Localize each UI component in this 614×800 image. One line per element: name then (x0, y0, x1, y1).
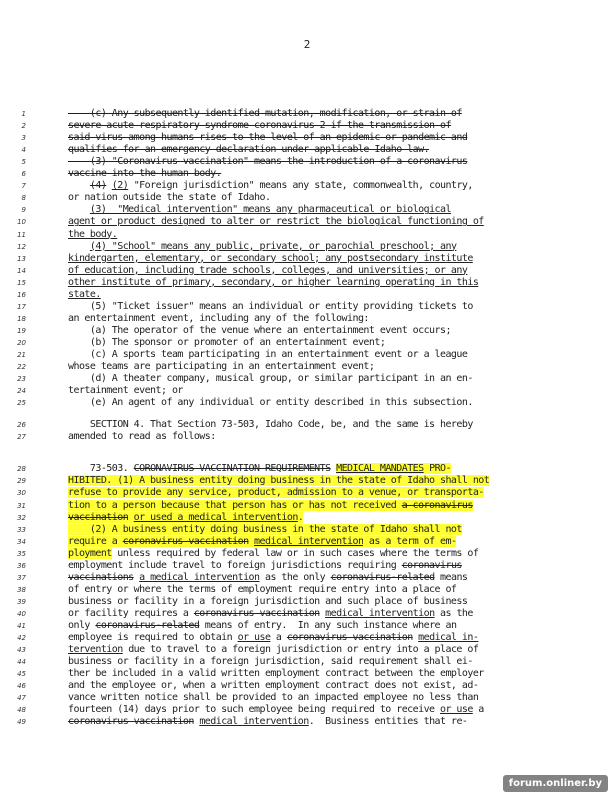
text-line (0, 431, 614, 443)
text-line (0, 301, 614, 313)
line-number: 30 (17, 489, 26, 498)
inserted-text: (4) "School" means any public, private, or parochial preschool; any (89, 240, 457, 252)
line-number: 32 (17, 513, 26, 522)
line-number: 13 (17, 254, 26, 263)
deleted-text: (c) Any subsequently identified mutation, modification, or strain of (68, 108, 462, 119)
text-segment: business or facility in a foreign jurisdiction, said requirement shall ei- (68, 656, 473, 668)
text-segment: . Business entities that re- (308, 716, 468, 728)
text-segment: SECTION 4. That Section 73-503, Idaho Code, be, and the same is hereby (68, 419, 473, 431)
line-text (68, 487, 548, 499)
line-number: 48 (17, 706, 26, 715)
line-text (68, 108, 548, 120)
line-text (68, 608, 548, 620)
line-number: 9 (21, 206, 26, 215)
text-line (0, 289, 614, 301)
line-text (68, 289, 548, 301)
inserted-text: or used a medical intervention (133, 511, 298, 523)
text-segment: employment include travel to foreign jurisdictions requiring (68, 559, 402, 571)
deleted-text: (3) "Coronavirus vaccination" means the introduction of a coronavirus (68, 156, 468, 168)
inserted-text: state. (68, 288, 101, 300)
line-number: 16 (17, 290, 26, 299)
line-number: 7 (21, 182, 26, 191)
deleted-text: CORONAVIRUS VACCINATION REQUIREMENTS (133, 463, 331, 475)
highlighted-text: tion to a person because that person has or has not received (68, 499, 402, 511)
line-text (68, 680, 548, 692)
line-text (68, 620, 548, 632)
text-segment: due to travel to a foreign jurisdiction or entry into a place of (122, 644, 479, 656)
text-line (0, 229, 614, 241)
inserted-text: kindergarten, elementary, or secondary school; any postsecondary institute (68, 252, 473, 264)
text-line (0, 596, 614, 608)
text-line (0, 668, 614, 680)
highlighted-text: refuse to provide any service, product, admission to a venue, or transporta- (68, 487, 484, 499)
text-line (0, 156, 614, 168)
deleted-text: vaccine into the human body. (68, 168, 222, 180)
text-line (0, 475, 614, 487)
text-segment: business or facility in a foreign jurisdiction and such place of business (68, 595, 468, 607)
text-segment (68, 180, 90, 191)
highlighted-text: ployment (68, 547, 112, 559)
inserted-text: other institute of primary, secondary, or higher learning operating in this (68, 276, 479, 288)
text-segment: a (472, 704, 484, 716)
text-line (0, 524, 614, 536)
line-text (68, 512, 548, 524)
line-number: 42 (17, 634, 26, 643)
line-number: 46 (17, 682, 26, 691)
text-segment: or nation outside the state of Idaho. (68, 192, 271, 204)
text-segment: and the employee or, when a written employment contract does not exist, ad- (68, 680, 479, 692)
line-number: 41 (17, 622, 26, 630)
line-number: 34 (17, 537, 26, 546)
line-number: 1 (21, 110, 26, 118)
text-line (0, 512, 614, 524)
line-text (68, 216, 548, 228)
inserted-text: the body. (68, 228, 118, 240)
text-line (0, 463, 614, 475)
watermark: forum.onliner.by (503, 775, 608, 792)
text-line (0, 548, 614, 560)
text-line (0, 253, 614, 265)
deleted-text: coronavirus (401, 559, 462, 571)
line-number: 38 (17, 585, 26, 594)
line-text (68, 180, 548, 192)
line-text (68, 253, 548, 265)
line-text (68, 524, 548, 536)
deleted-text: coronavirus vaccination (286, 632, 413, 644)
highlighted-text: HIBITED. (1) A business entity doing business in the state of Idaho shall not (68, 475, 490, 487)
line-text (68, 120, 548, 132)
text-line (0, 168, 614, 180)
text-line (0, 241, 614, 253)
text-segment: whose teams are participating in an entertainment event; (68, 361, 375, 373)
line-number: 17 (17, 302, 26, 311)
deleted-text: coronavirus vaccination (193, 607, 320, 619)
line-number: 14 (17, 266, 26, 275)
text-line (0, 608, 614, 620)
line-number: 10 (17, 218, 26, 227)
line-text (68, 325, 548, 337)
line-text (68, 668, 548, 680)
text-line (0, 277, 614, 289)
line-text (68, 277, 548, 289)
line-text (68, 596, 548, 608)
line-text (68, 431, 548, 443)
line-number: 44 (17, 658, 26, 667)
line-text (68, 144, 548, 156)
line-number: 6 (21, 170, 26, 179)
text-segment: "Foreign jurisdiction" means any state, commonwealth, country, (128, 180, 473, 192)
line-number: 45 (17, 670, 26, 679)
line-number: 37 (17, 573, 26, 582)
text-line (0, 180, 614, 192)
line-number: 21 (17, 351, 26, 359)
line-text (68, 168, 548, 180)
text-line (0, 361, 614, 373)
text-segment: a (270, 632, 287, 644)
line-text (68, 475, 548, 487)
text-line (0, 325, 614, 337)
text-segment: vance written notice shall be provided to an impacted employee no less than (68, 692, 479, 704)
line-number: 20 (17, 338, 26, 347)
line-number: 8 (21, 194, 26, 203)
inserted-text: a medical intervention (139, 571, 260, 583)
line-text (68, 385, 548, 397)
deleted-text: a coronavirus (401, 499, 473, 511)
text-line (0, 680, 614, 692)
line-text (68, 132, 548, 144)
line-number: 29 (17, 477, 26, 486)
deleted-text: said virus among humans rises to the level of an epidemic or pandemic and (68, 132, 468, 144)
line-text (68, 560, 548, 572)
line-number: 24 (17, 387, 26, 396)
text-segment: as the only (259, 571, 331, 583)
text-segment: (d) A theater company, musical group, or similar participant in an en- (68, 373, 473, 385)
text-line (0, 120, 614, 132)
line-text (68, 463, 548, 475)
text-line (0, 313, 614, 325)
line-text (68, 644, 548, 656)
text-segment (68, 241, 90, 252)
line-text (68, 241, 548, 253)
inserted-text: medical in- (418, 632, 479, 644)
inserted-text: medical intervention (325, 607, 435, 619)
line-text (68, 301, 548, 313)
deleted-text: qualifies for an emergency declaration under applicable Idaho law. (68, 144, 430, 156)
line-number: 33 (17, 525, 26, 534)
line-text (68, 204, 548, 216)
text-segment (68, 204, 90, 215)
line-number: 28 (17, 465, 26, 474)
text-line (0, 108, 614, 120)
line-text (68, 419, 548, 431)
text-segment: (a) The operator of the venue where an entertainment event occurs; (68, 324, 451, 336)
text-line (0, 265, 614, 277)
line-text (68, 313, 548, 325)
line-text (68, 373, 548, 385)
deleted-text: coronavirus vaccination (122, 535, 249, 547)
line-number: 15 (17, 278, 26, 287)
text-line (0, 644, 614, 656)
text-line (0, 632, 614, 644)
text-line (0, 656, 614, 668)
deleted-text: coronavirus-related (95, 620, 200, 631)
text-segment: means (434, 571, 468, 583)
deleted-text: vaccination (68, 511, 129, 523)
text-line (0, 132, 614, 144)
line-text (68, 632, 548, 644)
line-text (68, 349, 548, 361)
line-text (68, 536, 548, 548)
line-text (68, 584, 548, 596)
line-number: 4 (21, 146, 26, 155)
inserted-text: agent or product designed to alter or restrict the biological functioning of (68, 216, 484, 228)
deleted-text: severe acute respiratory syndrome coronavirus 2 if the transmission of (68, 120, 451, 132)
inserted-text: tervention (68, 644, 123, 656)
line-text (68, 572, 548, 584)
text-line (0, 716, 614, 728)
highlighted-text (128, 512, 133, 523)
text-line (0, 397, 614, 409)
line-text (68, 265, 548, 277)
text-segment: (5) "Ticket issuer" means an individual or entity providing tickets to (68, 300, 473, 312)
page-number: 2 (303, 38, 311, 51)
line-text (68, 361, 548, 373)
line-number: 5 (21, 158, 26, 167)
text-segment: (c) A sports team participating in an entertainment event or a league (68, 349, 468, 360)
text-line (0, 385, 614, 397)
line-number: 40 (17, 609, 26, 618)
line-text (68, 192, 548, 204)
highlighted-text: . (297, 511, 304, 523)
line-number: 27 (17, 433, 26, 442)
line-number: 11 (17, 230, 26, 239)
text-line (0, 204, 614, 216)
line-number: 39 (17, 597, 26, 606)
text-line (0, 692, 614, 704)
inserted-text: of education, including trade schools, colleges, and universities; or any (68, 264, 468, 276)
line-text (68, 656, 548, 668)
text-line (0, 373, 614, 385)
line-number: 19 (17, 326, 26, 335)
line-text (68, 704, 548, 716)
deleted-text: coronavirus vaccination (68, 716, 194, 728)
text-line (0, 144, 614, 156)
line-number: 3 (21, 134, 26, 143)
text-segment: unless required by federal law or in such cases where the terms of (111, 547, 479, 559)
line-text (68, 397, 548, 409)
line-text (68, 337, 548, 349)
line-text (68, 692, 548, 704)
text-segment: or facility requires a (68, 607, 194, 619)
text-segment: 73-503. (68, 463, 134, 475)
inserted-text: MEDICAL MANDATES (336, 463, 424, 475)
text-segment: tertainment event; or (68, 385, 183, 397)
inserted-text: (3) "Medical intervention" means any pharmaceutical or biological (89, 204, 451, 216)
text-line (0, 192, 614, 204)
line-number: 36 (17, 561, 26, 570)
line-number: 25 (17, 399, 26, 408)
text-segment: an entertainment event, including any of the following: (68, 312, 369, 324)
line-number: 12 (17, 242, 26, 251)
highlighted-text: require a (68, 535, 123, 547)
text-segment: means of entry. In any such instance where an (199, 620, 457, 631)
text-line (0, 584, 614, 596)
inserted-text: or use (237, 632, 271, 644)
text-line (0, 216, 614, 228)
line-number: 2 (21, 122, 26, 131)
deleted-text: coronavirus-related (330, 571, 435, 583)
text-line (0, 704, 614, 716)
text-segment: ther be included in a valid written employment contract between the employer (68, 668, 484, 680)
text-line (0, 500, 614, 512)
line-text (68, 716, 548, 728)
line-text (68, 229, 548, 241)
line-number: 49 (17, 718, 26, 727)
line-number: 47 (17, 694, 26, 703)
text-segment: only (68, 620, 96, 631)
text-segment: fourteen (14) days prior to such employee being required to receive (68, 704, 440, 716)
line-number: 31 (17, 501, 26, 510)
line-text (68, 500, 548, 512)
text-line (0, 349, 614, 361)
text-segment: of entry or where the terms of employment require entry into a place of (68, 583, 457, 595)
line-number: 18 (17, 314, 26, 323)
line-text (68, 156, 548, 168)
line-number: 43 (17, 646, 26, 655)
inserted-text: medical intervention (254, 535, 364, 547)
text-segment: employee is required to obtain (68, 632, 238, 644)
line-number: 22 (17, 363, 26, 372)
text-segment: as the (434, 607, 473, 619)
text-segment: amended to read as follows: (68, 431, 216, 443)
inserted-text: or use (440, 704, 473, 716)
text-line (0, 572, 614, 584)
line-number: 35 (17, 549, 26, 558)
highlighted-text: as a term of em- (363, 535, 457, 547)
inserted-text: (2) (111, 180, 129, 192)
line-number: 23 (17, 375, 26, 384)
text-segment: (b) The sponsor or promoter of an entertainment event; (68, 336, 386, 348)
text-line (0, 560, 614, 572)
highlighted-text: (2) A business entity doing business in the state of Idaho shall not (68, 523, 462, 535)
text-line (0, 419, 614, 431)
inserted-text: medical intervention (199, 716, 309, 728)
line-number: 26 (17, 421, 26, 430)
line-text (68, 548, 548, 560)
deleted-text: vaccinations (68, 571, 134, 583)
text-line (0, 337, 614, 349)
text-line (0, 620, 614, 632)
text-line (0, 487, 614, 499)
highlighted-text: PRO- (423, 463, 451, 475)
deleted-text: (4) (89, 180, 107, 192)
text-segment: (e) An agent of any individual or entity described in this subsection. (68, 397, 473, 409)
text-line (0, 536, 614, 548)
